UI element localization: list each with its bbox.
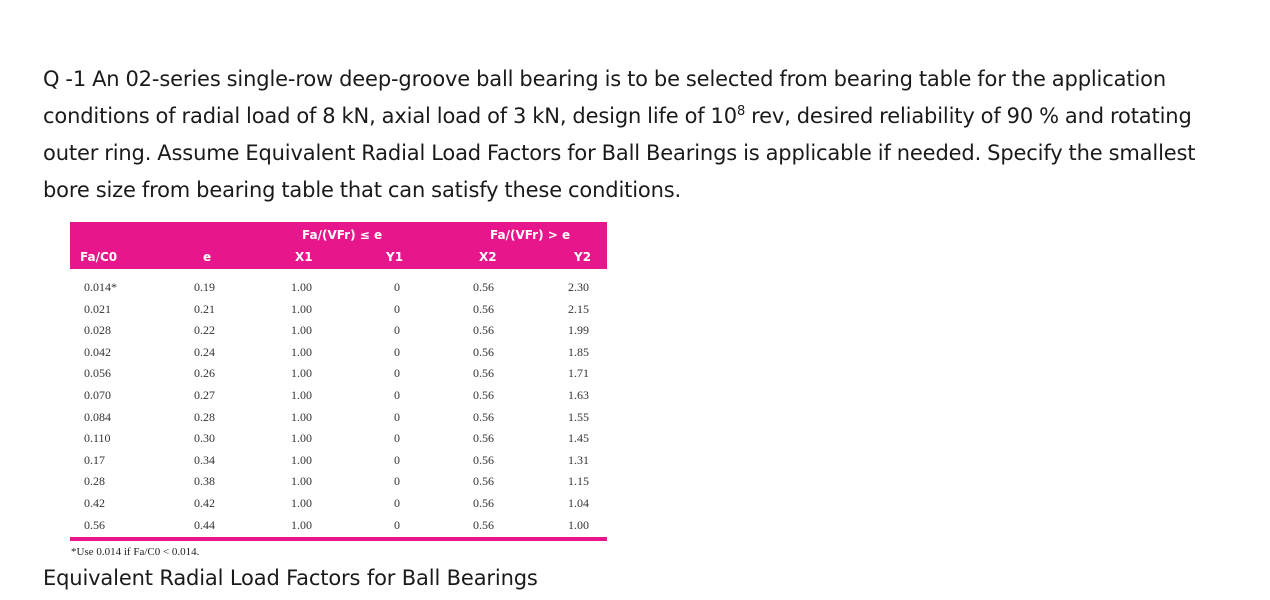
header-x2: X2: [479, 250, 497, 264]
header-group-left: Fa/(VFr) ≤ e: [302, 228, 383, 242]
cell-x1: 1.00: [291, 495, 312, 510]
cell-x2: 0.56: [473, 495, 494, 510]
header-group-right: Fa/(VFr) > e: [490, 228, 571, 242]
cell-y2: 1.99: [568, 323, 589, 338]
cell-x1: 1.00: [291, 323, 312, 338]
cell-fa-c0: 0.110: [84, 431, 111, 446]
cell-y2: 1.00: [568, 517, 589, 532]
cell-x2: 0.56: [473, 409, 494, 424]
table-row: [70, 449, 607, 471]
header-x1: X1: [295, 250, 313, 264]
cell-x1: 1.00: [291, 344, 312, 359]
table-row: [70, 514, 607, 536]
cell-e: 0.22: [194, 323, 215, 338]
table-header: [70, 222, 607, 269]
header-y1: Y1: [386, 250, 404, 264]
cell-x1: 1.00: [291, 301, 312, 316]
cell-fa-c0: 0.084: [84, 409, 111, 424]
cell-e: 0.21: [194, 301, 215, 316]
table-row: [70, 362, 607, 384]
cell-y2: 2.30: [568, 280, 589, 294]
cell-x2: 0.56: [473, 452, 494, 467]
cell-fa-c0: 0.56: [84, 517, 105, 532]
cell-x1: 1.00: [291, 431, 312, 446]
cell-y2: 1.45: [568, 431, 589, 446]
header-e: e: [203, 250, 212, 264]
cell-y1: 0: [394, 431, 400, 446]
cell-y2: 1.15: [568, 474, 589, 489]
cell-x1: 1.00: [291, 474, 312, 489]
cell-e: 0.26: [194, 366, 215, 381]
cell-x2: 0.56: [473, 366, 494, 381]
cell-y1: 0: [394, 474, 400, 489]
table-row: [70, 341, 607, 363]
cell-y1: 0: [394, 452, 400, 467]
cell-y1: 0: [394, 344, 400, 359]
cell-y1: 0: [394, 387, 400, 402]
header-fa-c0: Fa/C0: [80, 250, 118, 264]
question-part-2: rev, desired reliability of 90 % and rotating outer ring. Assume Equivalent Radial Load Factors for Ball Bearings is applicable if needed. Specify the smallest bore size from bearing table that can satisfy these conditions.: [43, 104, 1196, 202]
cell-e: 0.24: [194, 344, 215, 359]
cell-fa-c0: 0.056: [84, 366, 111, 381]
cell-x2: 0.56: [473, 323, 494, 338]
cell-y1: 0: [394, 323, 400, 338]
cell-fa-c0: 0.42: [84, 495, 105, 510]
table-row: [70, 406, 607, 428]
table-row: [70, 298, 607, 320]
cell-x2: 0.56: [473, 280, 494, 294]
table-row: [70, 384, 607, 406]
table-row: [70, 427, 607, 449]
cell-x2: 0.56: [473, 344, 494, 359]
cell-e: 0.42: [194, 495, 215, 510]
cell-x1: 1.00: [291, 409, 312, 424]
cell-fa-c0: 0.070: [84, 387, 111, 402]
cell-x2: 0.56: [473, 517, 494, 532]
cell-e: 0.19: [194, 280, 215, 294]
table-row: [70, 492, 607, 514]
cell-x2: 0.56: [473, 474, 494, 489]
table-row: [70, 319, 607, 341]
cell-x2: 0.56: [473, 301, 494, 316]
cell-e: 0.30: [194, 431, 215, 446]
table-caption: Equivalent Radial Load Factors for Ball Bearings: [43, 566, 538, 590]
cell-fa-c0: 0.17: [84, 452, 105, 467]
cell-y1: 0: [394, 409, 400, 424]
cell-y2: 1.71: [568, 366, 589, 381]
cell-y2: 1.85: [568, 344, 589, 359]
table-row: [70, 470, 607, 492]
cell-x1: 1.00: [291, 387, 312, 402]
cell-y1: 0: [394, 495, 400, 510]
cell-fa-c0: 0.042: [84, 344, 111, 359]
cell-y1: 0: [394, 280, 400, 294]
question-part-1: Q -1 An 02-series single-row deep-groove ball bearing is to be selected from bearing table for the application conditions of radial load of 8 kN, axial load of 3 kN, design life of 10: [43, 67, 1166, 128]
cell-y1: 0: [394, 517, 400, 532]
cell-y2: 1.63: [568, 387, 589, 402]
cell-x1: 1.00: [291, 280, 312, 294]
cell-fa-c0: 0.021: [84, 301, 111, 316]
cell-fa-c0: 0.028: [84, 323, 111, 338]
table-body: [70, 276, 607, 535]
cell-y1: 0: [394, 301, 400, 316]
cell-e: 0.44: [194, 517, 215, 532]
cell-y2: 2.15: [568, 301, 589, 316]
cell-x2: 0.56: [473, 431, 494, 446]
cell-x1: 1.00: [291, 517, 312, 532]
cell-e: 0.27: [194, 387, 215, 402]
cell-e: 0.28: [194, 409, 215, 424]
table-footnote: *Use 0.014 if Fa/C0 < 0.014.: [71, 546, 200, 558]
cell-y2: 1.31: [568, 452, 589, 467]
cell-y2: 1.04: [568, 495, 589, 510]
cell-fa-c0: 0.28: [84, 474, 105, 489]
question-text: [43, 61, 1233, 209]
bearing-factor-table: [70, 222, 607, 541]
cell-y2: 1.55: [568, 409, 589, 424]
header-y2: Y2: [574, 250, 592, 264]
cell-y1: 0: [394, 366, 400, 381]
cell-e: 0.38: [194, 474, 215, 489]
table-bottom-rule: [70, 537, 607, 541]
cell-fa-c0: 0.014*: [84, 280, 117, 294]
exponent: 8: [736, 104, 746, 119]
cell-x2: 0.56: [473, 387, 494, 402]
table-row: [70, 276, 607, 298]
cell-x1: 1.00: [291, 452, 312, 467]
cell-e: 0.34: [194, 452, 215, 467]
cell-x1: 1.00: [291, 366, 312, 381]
